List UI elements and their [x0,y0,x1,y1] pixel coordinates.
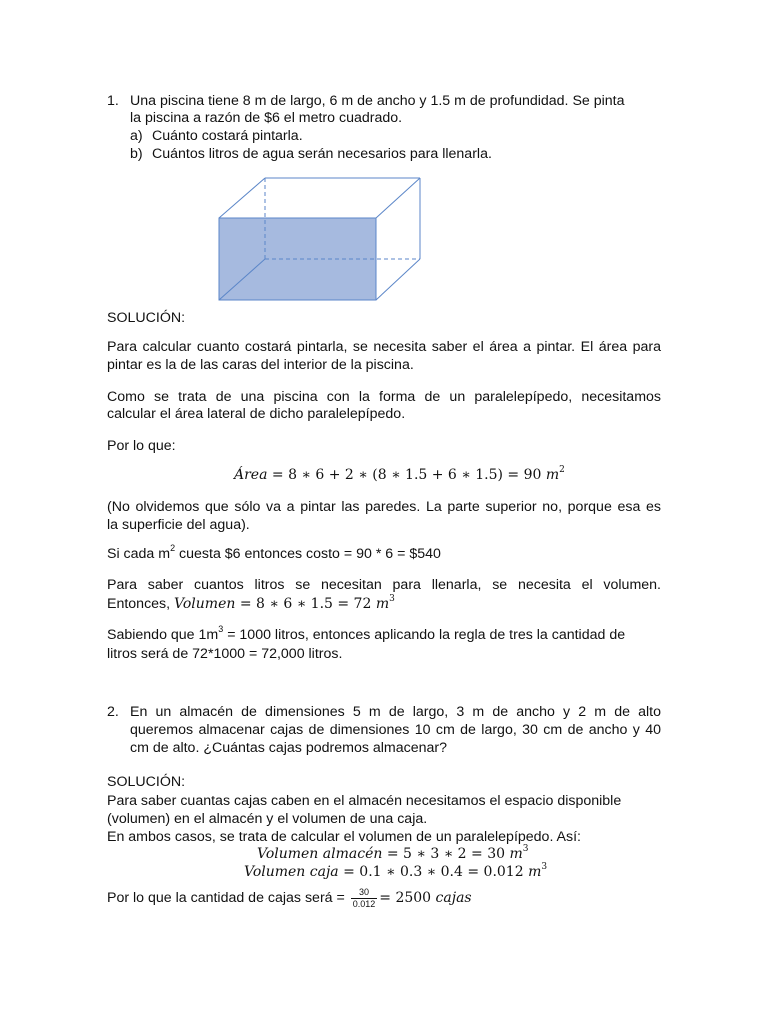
solution-2-line-2: (volumen) en el almacén y el volumen de una caja. [107,811,428,827]
paragraph-4-line-2: la superficie del agua). [107,517,250,533]
paragraph-1-line-2: pintar es la de las caras del interior de la piscina. [107,357,414,373]
final-equation-unit: cajas [435,890,472,906]
equation-area-unit: m [545,467,560,483]
solution-2-line-3: En ambos casos, se trata de calcular el volumen de un paralelepípedo. Así: [107,829,581,845]
equation-volume-lhs: Volumen [174,596,236,612]
equation-box-lhs: Volumen caja [244,864,339,880]
part-b-label: b) [130,146,143,162]
problem-2-statement-line-3: cm de alto. ¿Cuántas cajas podremos almacenar? [130,740,448,756]
fraction-denominator: 0.012 [352,898,376,909]
paragraph-7-pre: Sabiendo que 1m [107,627,219,643]
paragraph-7-line-1 [107,626,625,644]
paragraph-3: Por lo que: [107,438,176,454]
equation-box-rhs: = 0.1 ∗ 0.3 ∗ 0.4 = 0.012 [343,864,524,880]
paragraph-6-line-2 [107,595,395,613]
paragraph-6-line-1: Para saber cuantos litros se necesitan para llenarla, se necesita el volumen. [107,577,661,593]
equation-box-unit: m [528,864,542,880]
part-a-text: Cuánto costará pintarla. [152,128,303,144]
paragraph-6-pre: Entonces, [107,596,175,612]
paragraph-7-post: = 1000 litros, entonces aplicando la regla de tres la cantidad de [223,627,626,643]
equation-volume-warehouse [257,845,528,863]
problem-2-statement-line-1: En un almacén de dimensiones 5 m de largo, 3 m de ancho y 2 m de alto [130,704,661,720]
equation-warehouse-lhs: Volumen almacén [257,846,383,862]
final-equation [379,890,471,906]
equation-volume-exponent: 3 [389,594,395,604]
paragraph-5-post: cuesta $6 entonces costo = 90 * 6 = $540 [175,546,441,562]
paragraph-1-line-1: Para calcular cuanto costará pintarla, se necesita saber el área a pintar. El área para [107,339,661,355]
problem-1-number: 1. [107,93,119,109]
equation-area-lhs: Área [234,467,268,483]
fraction-numerator: 30 [351,887,378,899]
equation-warehouse-rhs: = 5 ∗ 3 ∗ 2 = 30 [386,846,506,862]
equation-area-exponent: 2 [559,465,565,475]
paragraph-4-line-1: (No olvidemos que sólo va a pintar las paredes. La parte superior no, porque esa es [107,499,661,515]
paragraph-2-line-2: calcular el área lateral de dicho paralelepípedo. [107,406,406,422]
problem-1-statement-line-1: Una piscina tiene 8 m de largo, 6 m de ancho y 1.5 m de profundidad. Se pinta [130,93,625,109]
equation-area [234,466,565,484]
problem-2-statement-line-2: queremos almacenar cajas de dimensiones 10 cm de largo, 30 cm de ancho y 40 [130,722,661,738]
solution-heading-2: SOLUCIÓN: [107,774,186,790]
final-result-pre: Por lo que la cantidad de cajas será = [107,890,349,906]
equation-volume-box [244,863,547,881]
equation-volume-rhs: = 8 ∗ 6 ∗ 1.5 = 72 [239,596,372,612]
solution-2-line-1: Para saber cuantas cajas caben en el almacén necesitamos el espacio disponible [107,793,622,809]
equation-box-exponent: 3 [541,862,548,872]
final-equation-value: = 2500 [379,890,432,906]
part-b-text: Cuántos litros de agua serán necesarios para llenarla. [152,146,492,162]
paragraph-2-line-1: Como se trata de una piscina con la forma de un paralelepípedo, necesitamos [107,389,661,405]
paragraph-7-line-2: litros será de 72*1000 = 72,000 litros. [107,646,343,662]
paragraph-7-exponent: 3 [218,624,224,634]
paragraph-5-pre: Si cada m [107,546,171,562]
pool-edge [376,259,420,300]
equation-volume [174,596,395,612]
paragraph-5 [107,545,441,563]
problem-2-number: 2. [107,704,119,720]
solution-heading-1: SOLUCIÓN: [107,310,186,326]
pool-edge [219,178,265,218]
boxes-fraction [351,887,378,910]
part-a-label: a) [130,128,143,144]
problem-1-statement-line-2: la piscina a razón de $6 el metro cuadrado. [130,110,403,126]
final-result-line [107,886,472,910]
pool-box-figure [210,170,430,310]
equation-warehouse-exponent: 3 [522,844,529,854]
equation-warehouse-unit: m [509,846,523,862]
equation-volume-unit: m [375,596,390,612]
pool-edge [376,178,420,218]
equation-area-rhs: = 8 ∗ 6 + 2 ∗ (8 ∗ 1.5 + 6 ∗ 1.5) = 90 [271,467,542,483]
paragraph-5-exponent: 2 [170,543,176,553]
